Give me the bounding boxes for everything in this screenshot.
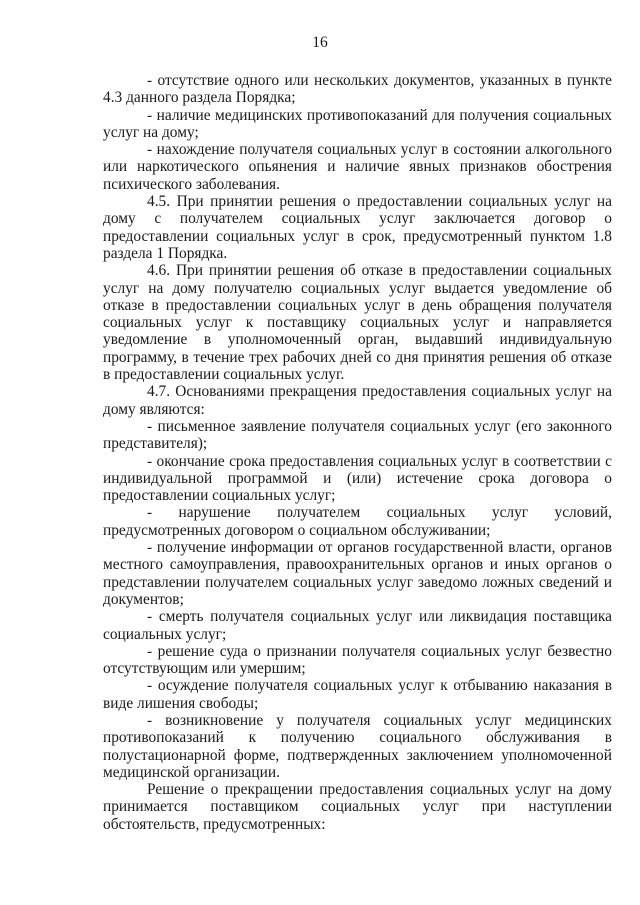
paragraph: - наличие медицинских противопоказаний для получения социальных услуг на дому; — [103, 106, 612, 141]
paragraph: - получение информации от органов государственной власти, органов местного самоуправления, правоохранительных органов и иных органов о представлении получателем социальных услуг заведомо ложных сведений и документов; — [103, 539, 612, 608]
page-number: 16 — [312, 34, 328, 51]
paragraph: - нахождение получателя социальных услуг в состоянии алкогольного или наркотического опьянения и наличие явных признаков обострения психического заболевания. — [103, 141, 612, 193]
paragraph: 4.6. При принятии решения об отказе в предоставлении социальных услуг на дому получателю социальных услуг выдается уведомление об отказе в предоставлении социальных услуг в день обращения получателя социальных услуг к поставщику социальных услуг и направляется уведомление в уполномоченный орган, выдавший индивидуальную программу, в течение трех рабочих дней со дня принятия решения об отказе в предоставлении социальных услуг. — [103, 262, 612, 384]
paragraph: - отсутствие одного или нескольких документов, указанных в пункте 4.3 данного раздела Порядка; — [103, 72, 612, 107]
paragraph: - письменное заявление получателя социальных услуг (его законного представителя); — [103, 417, 612, 453]
paragraph: - возникновение у получателя социальных услуг медицинских противопоказаний к получению социального обслуживания в полустационарной форме, подтвержденных заключением уполномоченной медицинской организации. — [103, 711, 612, 781]
document-body — [103, 72, 612, 833]
paragraph: - нарушение получателем социальных услуг условий, предусмотренных договором о социальном обслуживании; — [103, 504, 612, 539]
paragraph: 4.5. При принятии решения о предоставлении социальных услуг на дому с получателем социальных услуг заключается договор о предоставлении социальных услуг в срок, предусмотренный пунктом 1.8 раздела 1 Порядка. — [103, 193, 612, 262]
paragraph: - смерть получателя социальных услуг или ликвидация поставщика социальных услуг; — [103, 608, 612, 643]
paragraph: - осуждение получателя социальных услуг к отбыванию наказания в виде лишения свободы; — [103, 677, 612, 712]
paragraph: - окончание срока предоставления социальных услуг в соответствии с индивидуальной программой и (или) истечение срока договора о предоставлении социальных услуг; — [103, 452, 612, 505]
paragraph: - решение суда о признании получателя социальных услуг безвестно отсутствующим или умершим; — [103, 642, 612, 678]
paragraph: 4.7. Основаниями прекращения предоставления социальных услуг на дому являются: — [103, 383, 612, 418]
paragraph: Решение о прекращении предоставления социальных услуг на дому принимается поставщиком социальных услуг при наступлении обстоятельств, предусмотренных: — [103, 781, 612, 833]
